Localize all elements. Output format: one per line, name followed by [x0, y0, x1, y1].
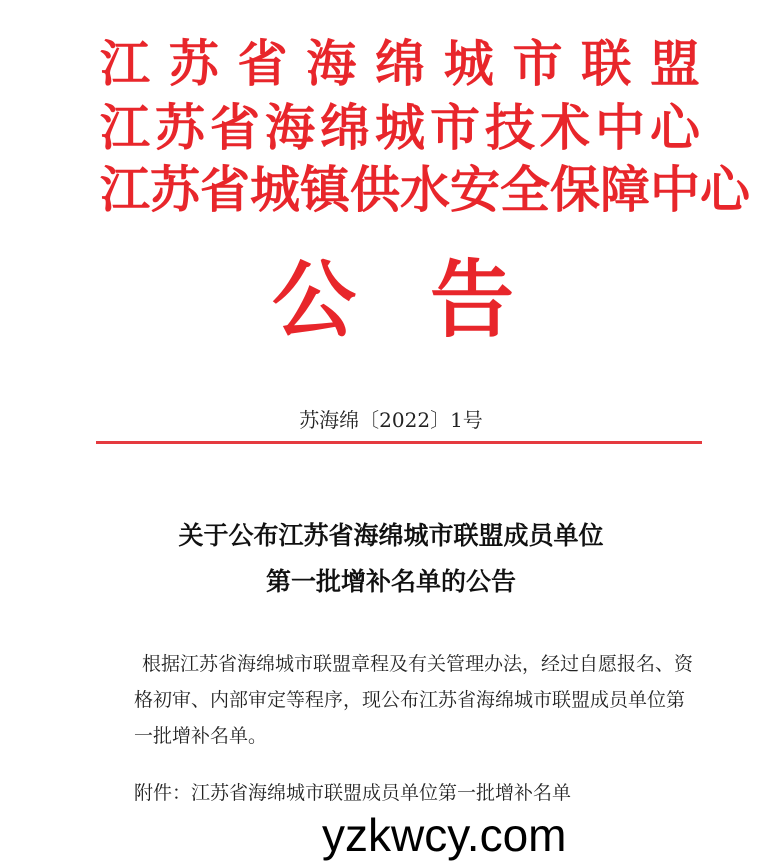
body-paragraph: 根据江苏省海绵城市联盟章程及有关管理办法，经过自愿报名、资格初审、内部审定等程序，现公布江苏省海绵城市联盟成员单位第一批增补名单。 [134, 653, 694, 747]
watermark: yzkwcy.com [322, 809, 567, 861]
issuer-line-1: 江苏省海绵城市联盟 [100, 34, 700, 93]
title-line-2: 第一批增补名单的公告 [265, 567, 516, 596]
attachment-line: 附件：江苏省海绵城市联盟成员单位第一批增补名单 [134, 782, 572, 804]
title-line-1: 关于公布江苏省海绵城市联盟成员单位 [178, 521, 604, 550]
notice-heading-char-2: 告 [430, 250, 515, 349]
red-divider [96, 441, 702, 444]
issuer-line-2: 江苏省海绵城市技术中心 [100, 98, 700, 157]
issuer-line-3: 江苏省城镇供水安全保障中心 [100, 160, 750, 219]
notice-heading-char-1: 公 [272, 250, 357, 349]
document-number: 苏海绵〔2022〕1号 [299, 408, 483, 432]
